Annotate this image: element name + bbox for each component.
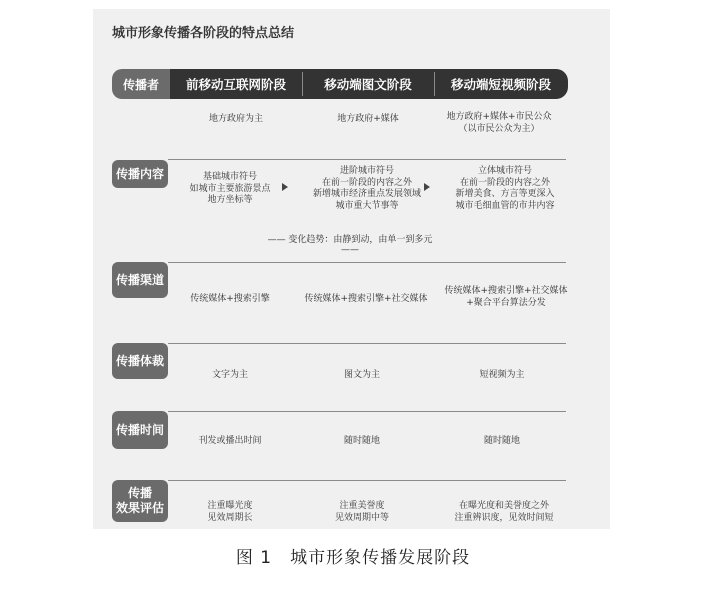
channel-cell-2: 传统媒体+搜索引擎+社交媒体 bbox=[304, 294, 428, 304]
arrow-right-icon bbox=[282, 183, 288, 191]
column-header-2: 移动端图文阶段 bbox=[324, 77, 412, 92]
header-label: 传播者 bbox=[112, 69, 170, 99]
channel-cell-3: 传统媒体+搜索引擎+社交媒体 +聚合平台算法分发 bbox=[444, 286, 568, 308]
content-cell-3: 立体城市符号 在前一阶段的内容之外 新增美食、方言等更深入 城市毛细血管的市井内容 bbox=[455, 166, 555, 211]
trend-note: —— 变化趋势：由静到动，由单一到多元 —— bbox=[267, 235, 433, 255]
row-divider bbox=[168, 159, 566, 160]
row-label-time: 传播时间 bbox=[112, 411, 168, 449]
row-divider bbox=[168, 411, 566, 412]
row-divider bbox=[168, 343, 566, 344]
row-divider bbox=[168, 480, 566, 481]
content-cell-2: 进阶城市符号 在前一阶段的内容之外 新增城市经济重点发展领域 城市重大节事等 bbox=[312, 166, 421, 211]
row-label-effect: 传播 效果评估 bbox=[112, 480, 168, 522]
row-divider bbox=[168, 262, 566, 263]
effect-cell-2: 注重美誉度 见效周期中等 bbox=[334, 501, 389, 523]
communicator-cell-1: 地方政府为主 bbox=[208, 114, 263, 124]
communicator-cell-2: 地方政府+媒体 bbox=[337, 114, 399, 124]
time-cell-2: 随时随地 bbox=[343, 436, 380, 446]
figure-title: 城市形象传播各阶段的特点总结 bbox=[112, 26, 295, 41]
row-label-content: 传播内容 bbox=[112, 160, 168, 188]
communicator-cell-3: 地方政府+媒体+市民公众 （以市民公众为主） bbox=[446, 112, 552, 134]
channel-cell-1: 传统媒体+搜索引擎 bbox=[190, 294, 270, 304]
effect-cell-1: 注重曝光度 见效周期长 bbox=[207, 501, 253, 523]
figure-caption: 图 1 城市形象传播发展阶段 bbox=[235, 548, 471, 568]
row-label-channel: 传播渠道 bbox=[112, 262, 168, 298]
content-cell-1: 基础城市符号 如城市主要旅游景点 地方坐标等 bbox=[189, 172, 271, 205]
column-header-1: 前移动互联网阶段 bbox=[185, 77, 286, 92]
row-label-genre: 传播体裁 bbox=[112, 343, 168, 379]
column-header-3: 移动端短视频阶段 bbox=[450, 77, 551, 92]
time-cell-3: 随时随地 bbox=[483, 436, 520, 446]
genre-cell-2: 图文为主 bbox=[343, 370, 380, 380]
genre-cell-1: 文字为主 bbox=[211, 370, 248, 380]
genre-cell-3: 短视频为主 bbox=[479, 370, 525, 380]
time-cell-1: 刊发或播出时间 bbox=[198, 436, 262, 446]
effect-cell-3: 在曝光度和美誉度之外 注重辨识度，见效时间短 bbox=[454, 501, 554, 523]
